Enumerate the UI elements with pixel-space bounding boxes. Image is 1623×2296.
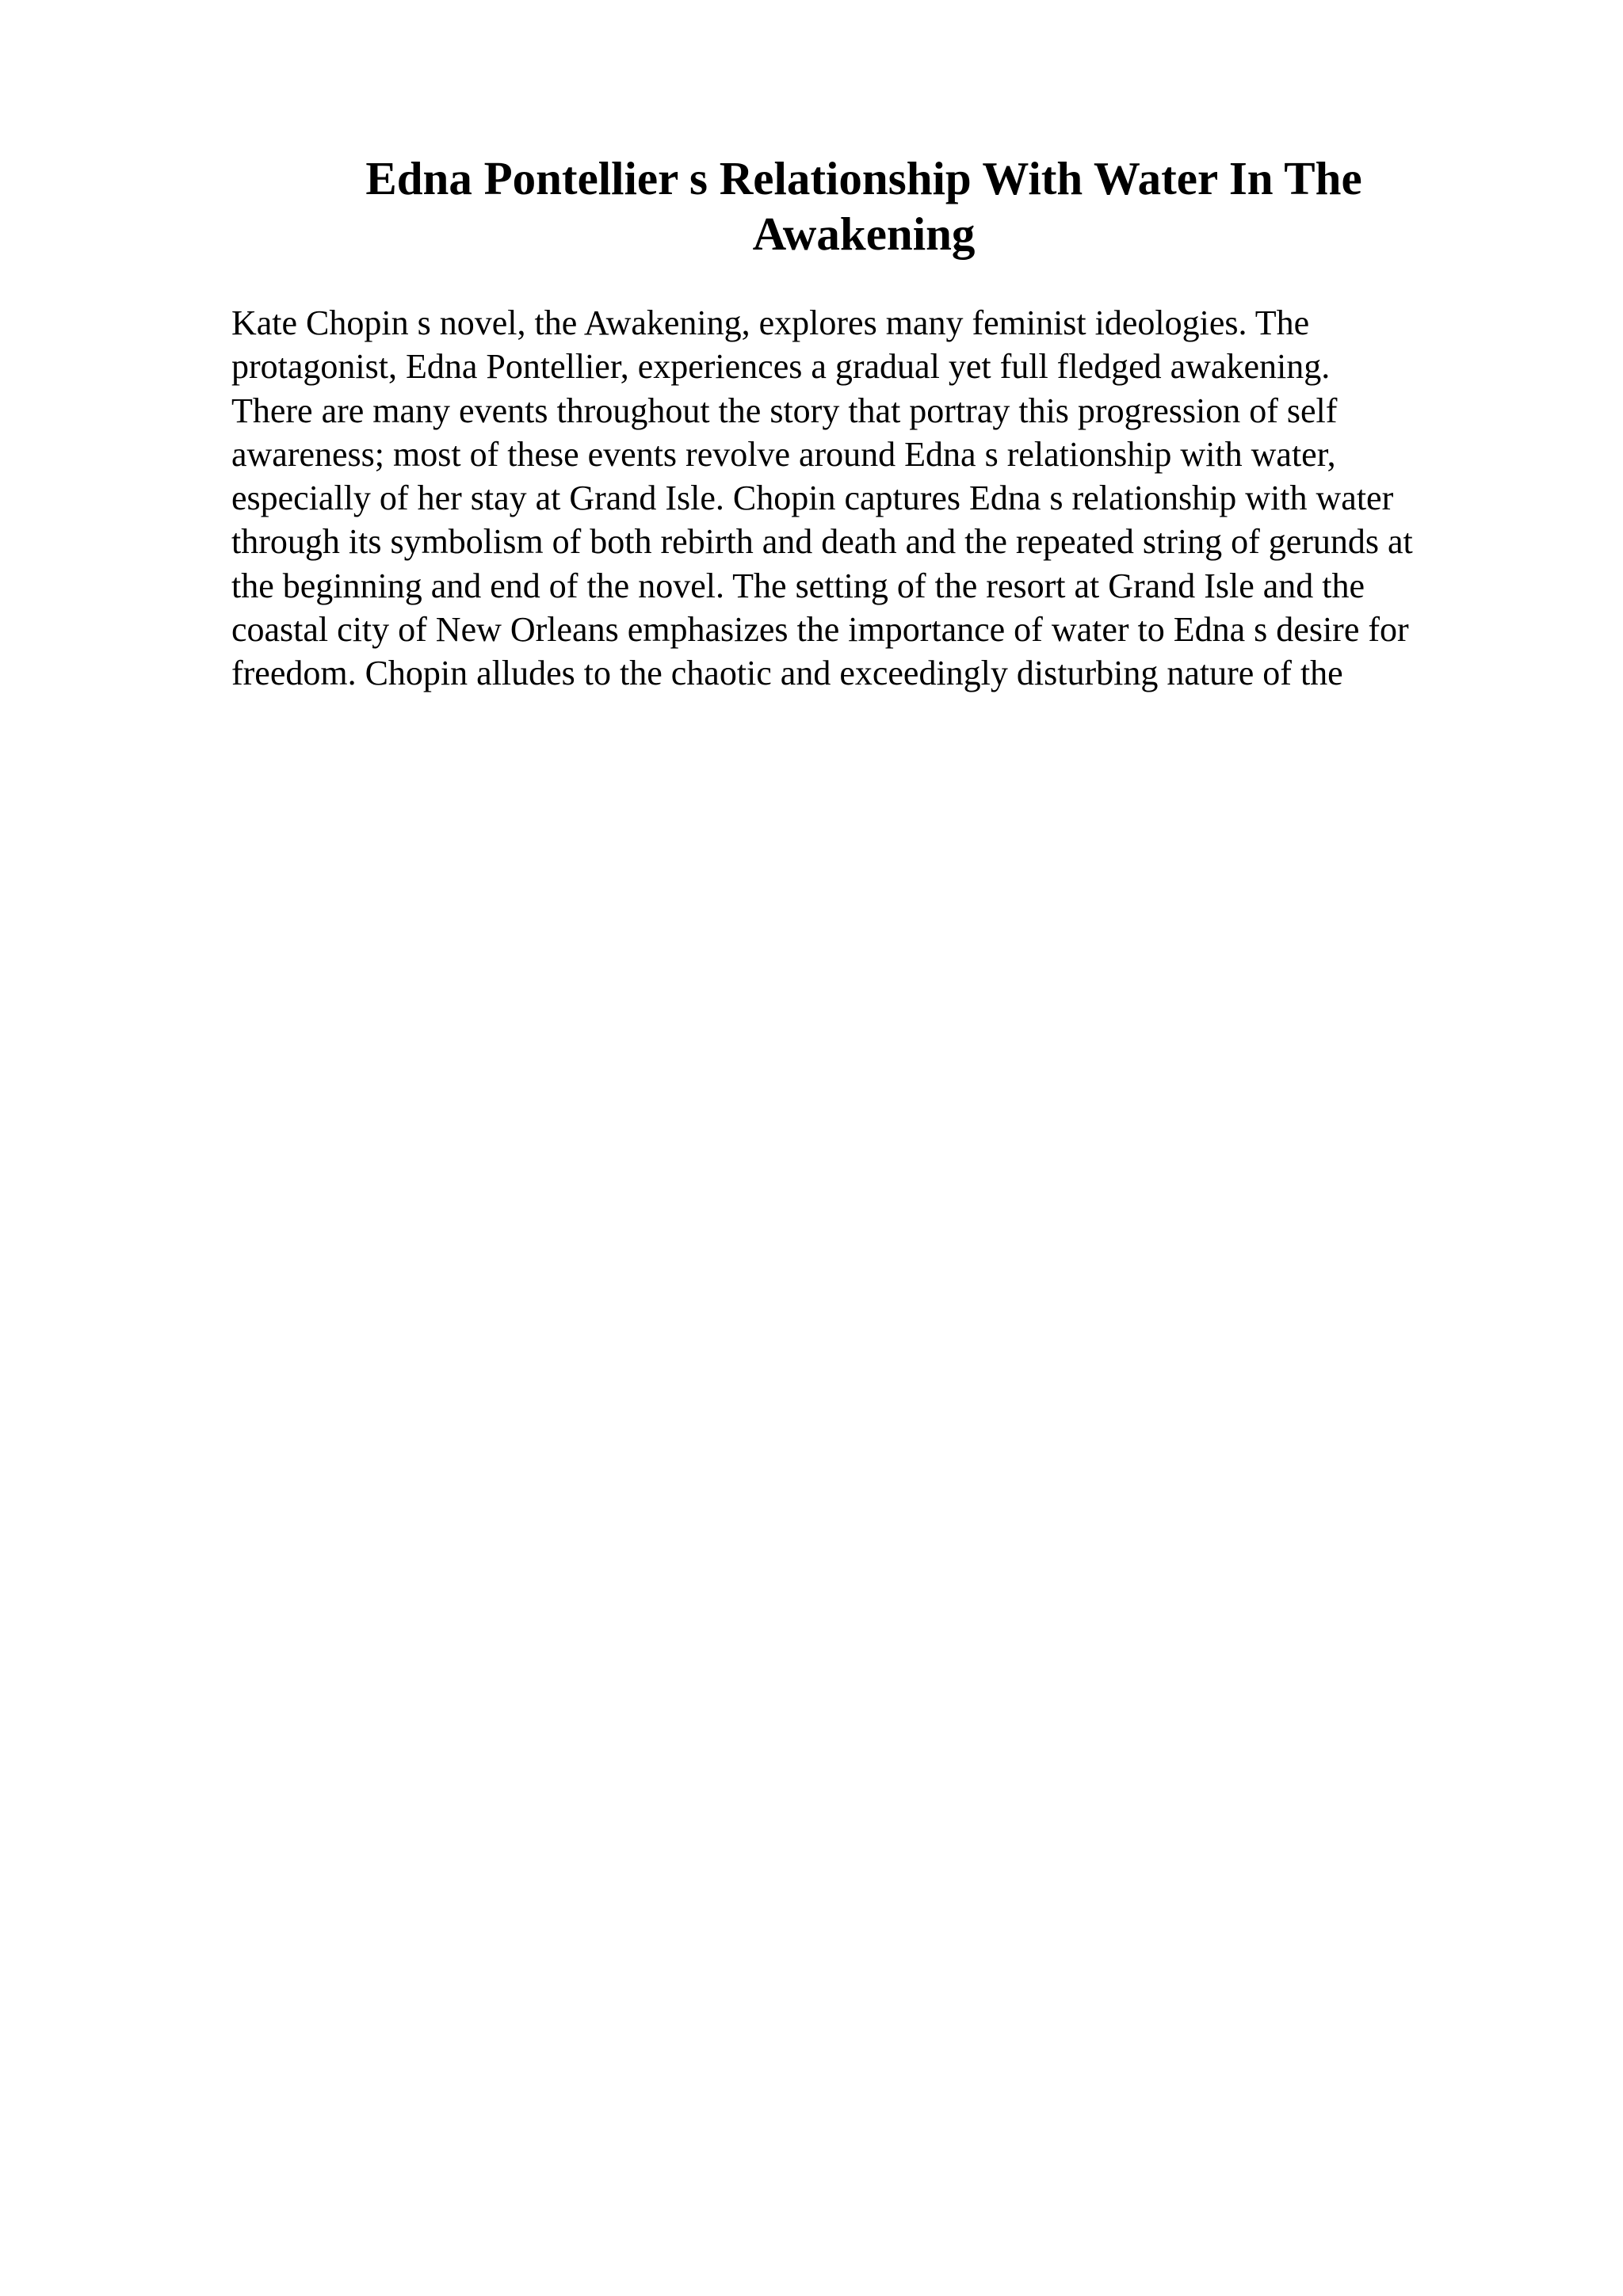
body-line: protagonist, Edna Pontellier, experiences a gradual yet full fledged awakening. bbox=[231, 347, 1331, 387]
body-line: awareness; most of these events revolve around Edna s relationship with water, bbox=[231, 434, 1336, 474]
document-title bbox=[231, 151, 1496, 261]
body-line: coastal city of New Orleans emphasizes the importance of water to Edna s desire for bbox=[231, 610, 1409, 650]
body-line: freedom. Chopin alludes to the chaotic and exceedingly disturbing nature of the bbox=[231, 654, 1343, 693]
body-line: especially of her stay at Grand Isle. Chopin captures Edna s relationship with water bbox=[231, 479, 1394, 518]
body-paragraph bbox=[231, 301, 1515, 696]
body-line: There are many events throughout the story that portray this progression of self bbox=[231, 391, 1338, 430]
body-line: the beginning and end of the novel. The setting of the resort at Grand Isle and the bbox=[231, 566, 1365, 605]
title-line: Awakening bbox=[752, 208, 976, 260]
body-line: Kate Chopin s novel, the Awakening, explores many feminist ideologies. The bbox=[231, 303, 1310, 342]
body-line: through its symbolism of both rebirth and death and the repeated string of gerunds at bbox=[231, 522, 1413, 562]
title-line: Edna Pontellier s Relationship With Water In The bbox=[365, 152, 1362, 204]
